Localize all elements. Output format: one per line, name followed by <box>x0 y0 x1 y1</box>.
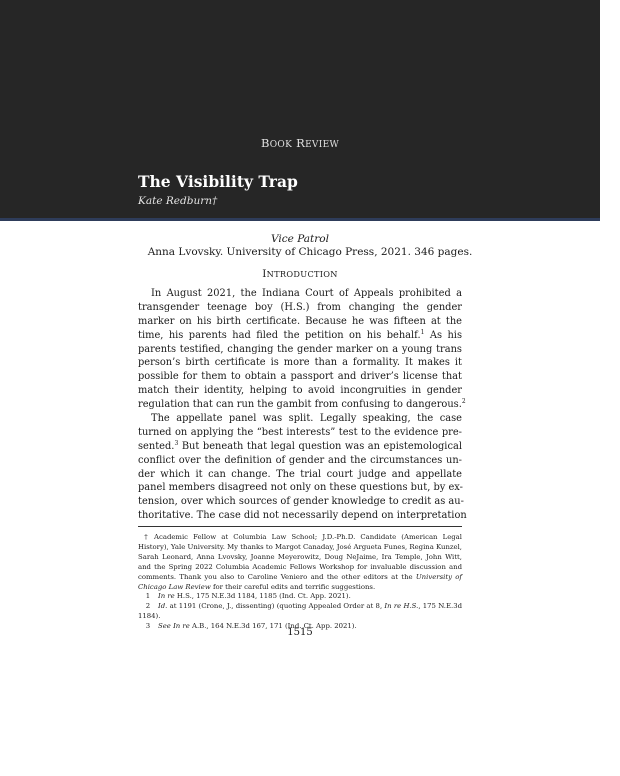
text-line: tension, over which sources of gender knowledge to credit as au- <box>138 496 464 508</box>
reviewed-book-info: Anna Lvovsky. University of Chicago Press, 2021. 346 pages. <box>147 246 473 258</box>
text-line: person’s birth certificate is more than a formality. It makes it <box>138 357 462 369</box>
text-line: possible for them to obtain a passport and driver’s license that <box>138 371 462 383</box>
text-line: The appellate panel was split. Legally speaking, the case <box>151 413 462 424</box>
text-line: match their identity, helping to avoid incongruities in gender <box>138 385 462 397</box>
text-line: marker on his birth certificate. Because he was fifteen at the <box>138 315 462 327</box>
text-line: parents testified, changing the gender marker on a young trans <box>138 343 462 355</box>
footnote-ref[interactable]: 3 <box>174 439 179 447</box>
header-banner <box>0 0 600 221</box>
page-number: 1515 <box>287 627 313 638</box>
text-line: conflict over the definition of gender and the circumstances un- <box>138 454 462 466</box>
article-title: The Visibility Trap <box>138 172 298 191</box>
text-line: time, his parents had filed the petition on his behalf.$^1$ As his <box>138 328 462 341</box>
footnote-2: 2 Id. at 1191 (Crone, J., dissenting) (quoting Appealed Order at 8, In re H.S., 175 N.E.3d 1184). <box>138 602 462 621</box>
footnote-ref[interactable]: 2 <box>461 398 466 406</box>
paragraph-1 <box>138 287 466 412</box>
section-heading: INTRODUCTION <box>262 268 338 280</box>
text-line: transgender teenage boy (H.S.) from changing the gender <box>138 301 462 313</box>
text-line: regulation that can run the gambit from confusing to dangerous.$^2$ <box>138 398 466 411</box>
footnotes <box>138 533 462 632</box>
section-label: BOOK REVIEW <box>260 136 340 150</box>
footnote-ref[interactable]: 1 <box>420 328 425 336</box>
text-line: der which it can change. The trial court judge and appellate <box>138 468 462 480</box>
footnote-divider <box>138 526 462 527</box>
header-rule <box>0 218 600 221</box>
text-line: panel members disagreed not only on these questions but, by ex- <box>138 482 464 494</box>
footnote-1: 1 In re H.S., 175 N.E.3d 1184, 1185 (Ind. Ct. App. 2021). <box>145 592 351 601</box>
text-line: sented.$^3$ But beneath that legal question was an epistemological <box>138 439 462 452</box>
paragraph-2 <box>138 412 467 523</box>
text-line: thoritative. The case did not necessarily depend on interpretation <box>138 510 467 522</box>
footnote-dagger: † Academic Fellow at Columbia Law School; J.D.-Ph.D. Candidate (American Legal History), Yale University. My thanks to Margot Canaday, José Argueta Funes, Regina Kunzel, Sarah Leonard, Anna Lvovsky, Joanne Meyerowitz, Doug NeJaime, Ira Temple, John Witt, and the Spring 2022 Columbia Academic Fellows Workshop for invaluable discussion and comments. Thank you also to Caroline Veniero and the other editors at the University of Chicago Law Review for their careful edits and terrific suggestions. <box>138 533 462 591</box>
reviewed-book-title: Vice Patrol <box>271 233 329 245</box>
author-name: Kate Redburn† <box>138 195 218 207</box>
footnote-3: 3 See In re A.B., 164 N.E.3d 167, 171 (Ind. Ct. App. 2021). <box>145 622 357 631</box>
text-line: In August 2021, the Indiana Court of Appeals prohibited a <box>151 288 462 299</box>
text-line: turned on applying the “best interests” test to the evidence pre- <box>138 426 462 438</box>
